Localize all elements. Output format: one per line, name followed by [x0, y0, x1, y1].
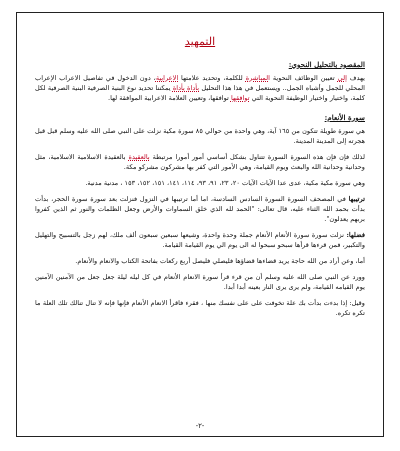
text-run: للكلمة، وتحديد علامتها — [178, 74, 246, 82]
paragraph-hadith: وورد عن النبي صلى الله عليه وسلم أن من قرء قرأ سورة الانعام الأنعام في كل ليله ليلة جعل جعل من الآمنين الآمنين يوم القيامه القيامة، ولم يرى يرى النار بعينه أبدا أبدا. — [35, 273, 365, 291]
paragraph-surah-intro: هي سورة طويلة تتكون من ١٦٥ آية، وهي واحدة من حوالي ٨٥ سورة مكية نزلت على النبي صلى الله عليه وسلم قبل قبل هجرته إلى المدينة المدينة. — [35, 127, 365, 145]
corrected-word: بالعقيدة — [128, 153, 150, 161]
paragraph-prayer: أما، وعن أراد من الله حاجة يريد قضاءها قضاؤها فليصلي فليصل أربع ركعات بفاتحة الكتاب والانعام والأنعام. — [75, 257, 365, 265]
section-heading-syntactic-analysis: المقصود بالتحليل النحوي: — [288, 60, 365, 69]
corrected-word: توافقها — [230, 94, 250, 102]
title-text: التمهيد — [184, 35, 216, 48]
lead-word: فضلها: — [346, 231, 365, 239]
corrected-word: الاعرابية — [155, 74, 179, 82]
section-heading-surat-al-anam: سورة الأنعام: — [324, 113, 365, 122]
text-run: في المصحف السورة السورة السادس السادسة، اما أما ترتيبها في النزول فنزلت بعد سورة سورة الحجر، بدأت بدأت بحمد الله الثناء عليه، قال تعالى: "الحمد لله الذي خلق السماوات والأرض وجعل الظلمات والنور ثم الذين كفروا بربهم يعدلون". — [35, 195, 365, 223]
text-run: ، دون الدخول في تفاصيل الاعراب الإعراب المحلي للجمل وأشباه الجمل.. ويستعمل في هذا هذا التحليل — [35, 74, 365, 92]
corrected-word: إلى — [337, 74, 347, 82]
paragraph-meccan-verses: وهي سورة مكية مكية، عدى عدا الآيات الآيات ٢٠، ٢٣، ٩١، ٩٣، ١١٤، ١٤١، ١٥١، ١٥٢، ١٥٣ ، مدنية مدنية. — [85, 179, 365, 187]
paragraph-syntactic-analysis — [35, 73, 365, 103]
lead-word: ترتيبها — [348, 195, 365, 203]
page-border — [16, 12, 384, 437]
paragraph-order — [35, 194, 365, 224]
text-run: تعيين الوظائف النحوية — [269, 74, 338, 82]
page-title — [35, 35, 365, 48]
text-run: توافقها، وتعيين العلامة الاعرابية الموافقة لها. — [107, 94, 231, 102]
text-run: يهدف — [346, 74, 365, 82]
page-number: -٢- — [195, 422, 205, 430]
corrected-word: بأداة بأداة — [172, 84, 200, 92]
text-run: بالعقيدة الاسلامية الاسلامية، مثل وحدانية وحدانية الله والبعث ويوم القيامة، وهي الأمور التي كفر بها مشركون مشركو مكة. — [35, 153, 365, 171]
paragraph-virtue — [35, 230, 365, 250]
text-run: لذلك فإن فإن هذه السورة السورة تتناول بشكل أساسي أمور أمورا مرتبطة — [149, 153, 365, 161]
corrected-word: المباشرة — [245, 74, 270, 82]
paragraph-surah-themes — [35, 152, 365, 172]
text-run: نزلت سورة سورة الأنعام الأنعام جملة وحدة واحدة، وشيعها سبعين سبعون ألف ملك، لهم زجل بالتسبيح والتهليل والتكبير، فمن قرءها قرأها سبحو سبحوا له الى يوم الي يوم القيامة القيامة. — [35, 231, 365, 249]
text-run: يمكننا تحديد نوع البنية الصرفية البنية الصرفية لكل كلمة، واختيار واختيار الوظيفة النحوية التي — [35, 84, 365, 102]
paragraph-illness: وقيل: إذا بدءت بدأت بك علة تخوفت على على نفسك منها ، فقرء فاقرأ الانعام الأنعام فإنها فإنه لا تنال تنالك تلك العلة ما تكره تكره. — [35, 299, 365, 317]
